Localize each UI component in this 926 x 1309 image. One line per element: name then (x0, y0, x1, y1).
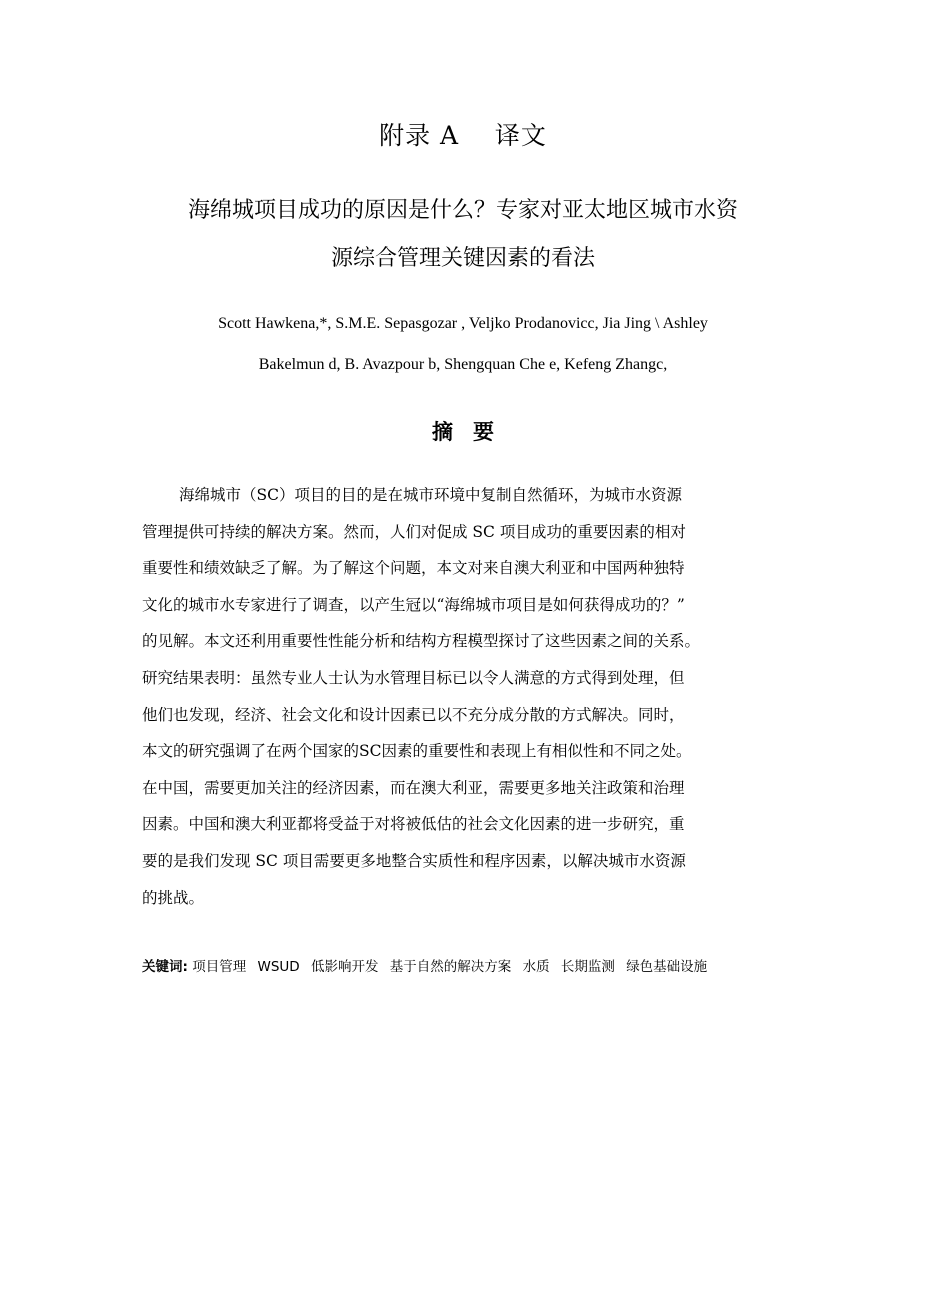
abstract-line: 在中国，需要更加关注的经济因素，而在澳大利亚，需要更多地关注政策和治理 (142, 778, 685, 797)
authors-line-2: Bakelmun d, B. Avazpour b, Shengquan Che e, Kefeng Zhangc, (258, 356, 668, 373)
appendix-title: 附录 A 译文 (379, 121, 547, 150)
authors-line-1: Scott Hawkena,*, S.M.E. Sepasgozar , Veljko Prodanovicc, Jia Jing \ Ashley (218, 315, 708, 332)
abstract-line: 本文的研究强调了在两个国家的SC因素的重要性和表现上有相似性和不同之处。 (142, 742, 692, 761)
keyword-item: 项目管理 (192, 959, 247, 975)
keyword-item: 基于自然的解决方案 (389, 959, 512, 975)
abstract-line: 研究结果表明：虽然专业人士认为水管理目标已以令人满意的方式得到处理，但 (142, 668, 685, 687)
paper-title-line-1: 海绵城项目成功的原因是什么？专家对亚太地区城市水资 (187, 198, 738, 223)
keyword-item: 长期监测 (560, 959, 615, 975)
abstract-line: 的见解。本文还利用重要性性能分析和结构方程模型探讨了这些因素之间的关系。 (142, 632, 701, 651)
keyword-item: 水质 (522, 959, 550, 975)
abstract-line: 文化的城市水专家进行了调查，以产生冠以“海绵城市项目是如何获得成功的？” (142, 595, 685, 614)
abstract-body (142, 481, 790, 920)
abstract-line: 管理提供可持续的解决方案。然而，人们对促成 SC 项目成功的重要因素的相对 (142, 522, 686, 541)
abstract-line: 重要性和绩效缺乏了解。为了解这个问题，本文对来自澳大利亚和中国两种独特 (142, 559, 685, 578)
keywords-line (142, 955, 802, 979)
abstract-line: 他们也发现，经济、社会文化和设计因素已以不充分成分散的方式解决。同时， (142, 705, 685, 724)
abstract-line: 海绵城市（SC）项目的目的是在城市环境中复制自然循环，为城市水资源 (179, 486, 682, 504)
abstract-line: 要的是我们发现 SC 项目需要更多地整合实质性和程序因素，以解决城市水资源 (142, 851, 686, 870)
keyword-item: 绿色基础设施 (626, 959, 708, 975)
abstract-heading: 摘要 (432, 420, 514, 444)
abstract-line: 的挑战。 (142, 888, 205, 907)
keyword-item: 低影响开发 (311, 959, 379, 975)
keywords-label: 关键词: (142, 959, 188, 975)
paper-title-line-2: 源综合管理关键因素的看法 (330, 246, 595, 271)
keyword-item: WSUD (257, 959, 300, 975)
abstract-line: 因素。中国和澳大利亚都将受益于对将被低估的社会文化因素的进一步研究，重 (142, 815, 685, 834)
